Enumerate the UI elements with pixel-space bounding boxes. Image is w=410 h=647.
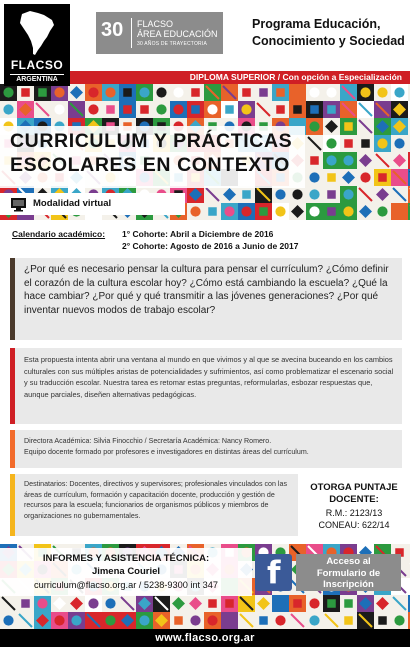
anniversary-number: 30: [101, 19, 124, 41]
mosaic-pattern: [242, 190, 251, 199]
mosaic-pattern: [293, 105, 302, 114]
mosaic-pattern: [309, 87, 319, 97]
score-rm: R.M.: 2123/13: [325, 508, 383, 518]
mosaic-pattern: [54, 87, 64, 97]
direction-accent-bar: [10, 430, 15, 468]
score-title: [302, 482, 406, 506]
mosaic-pattern: [106, 105, 115, 114]
mosaic-pattern: [123, 88, 132, 97]
mosaic-pattern: [326, 87, 336, 97]
mosaic-pattern: [207, 104, 217, 114]
program-line2: Conocimiento y Sociedad: [252, 34, 405, 48]
mosaic-pattern: [173, 87, 183, 97]
course-title-line1: CURRICULUM Y PRÁCTICAS: [10, 130, 293, 152]
mosaic-pattern: [225, 599, 234, 608]
mosaic-pattern: [377, 87, 387, 97]
calendar-label: Calendario académico:: [12, 229, 106, 239]
mosaic-pattern: [309, 206, 319, 216]
website-link[interactable]: www.flacso.org.ar: [0, 629, 410, 647]
program-title: [252, 16, 405, 50]
questions-box: [10, 258, 402, 340]
mosaic-pattern: [259, 616, 268, 625]
mosaic-pattern: [327, 599, 336, 608]
direction-text: [24, 436, 398, 458]
mosaic-pattern: [344, 599, 353, 608]
mosaic-pattern: [344, 139, 353, 148]
mosaic-pattern: [242, 88, 251, 97]
calendar-cohort1: 1° Cohorte: Abril a Diciembre de 2016: [122, 229, 274, 239]
audience-accent-bar: [10, 474, 15, 536]
mosaic-pattern: [71, 615, 81, 625]
mosaic-pattern: [343, 206, 353, 216]
mosaic-pattern: [275, 615, 285, 625]
flacso-logo[interactable]: [4, 4, 70, 86]
score-title-line1: OTORGA PUNTAJE: [310, 482, 398, 493]
score-coneau: CONEAU: 622/14: [318, 520, 390, 530]
calendar-cohort2: 2° Cohorte: Agosto de 2016 a Junio de 2017: [122, 241, 299, 251]
contact-name: Jimena Couriel: [91, 566, 161, 577]
mosaic-pattern: [275, 206, 285, 216]
mosaic-pattern: [191, 88, 200, 97]
mosaic-pattern: [123, 105, 132, 114]
mosaic-pattern: [394, 138, 404, 148]
mosaic-pattern: [327, 190, 336, 199]
mosaic-pattern: [361, 139, 370, 148]
mosaic-pattern: [54, 104, 64, 114]
mosaic-pattern: [88, 104, 98, 114]
mosaic-pattern: [326, 155, 336, 165]
direction-line2: Equipo docente formado por profesores e investigadores en distintas áreas del currículum.: [24, 448, 309, 456]
mosaic-pattern: [309, 172, 319, 182]
mosaic-pattern: [275, 189, 285, 199]
anniversary-badge: [96, 12, 223, 54]
mosaic-pattern: [309, 189, 319, 199]
mosaic-pattern: [343, 155, 353, 165]
mosaic-pattern: [326, 138, 336, 148]
proposal-text: Esta propuesta intenta abrir una ventana al mundo en que vivimos y al que se avecina buceando en los cambios culturales con sus múltiples aristas de potencialidades y sufrimientos, así como problematizar el escenario social y su traducción escolar. Nuestra tarea es retomar estas preguntas, reformularlas, esbozar respuestas que, aunque parciales, diseñen alternativas pedagógicas.: [24, 355, 394, 400]
facebook-icon: f: [267, 555, 281, 591]
mosaic-pattern: [225, 105, 234, 114]
mosaic-pattern: [105, 87, 115, 97]
mosaic-pattern: [190, 206, 200, 216]
mosaic-pattern: [139, 615, 149, 625]
mosaic-pattern: [3, 87, 13, 97]
mosaic-pattern: [224, 206, 234, 216]
mosaic-pattern: [37, 598, 47, 608]
proposal-box: [10, 348, 402, 424]
proposal-accent-bar: [10, 348, 15, 424]
mosaic-pattern: [378, 173, 387, 182]
mosaic-pattern: [21, 599, 30, 608]
mosaic-pattern: [309, 598, 319, 608]
anniversary-line2: ÁREA EDUCACIÓN: [137, 29, 218, 39]
diploma-banner: DIPLOMA SUPERIOR / Con opción a Especialización: [70, 71, 410, 84]
anniversary-line3: 30 AÑOS DE TRAYECTORIA: [137, 41, 207, 47]
contact-details[interactable]: curriculum@flacso.org.ar / 5238-9300 int 347: [34, 580, 218, 590]
mosaic-pattern: [309, 615, 319, 625]
mosaic-pattern: [139, 87, 149, 97]
mosaic-pattern: [208, 207, 217, 216]
anniversary-line1: FLACSO: [137, 19, 174, 29]
score-title-line2: DOCENTE:: [329, 494, 379, 505]
mosaic-pattern: [105, 615, 115, 625]
mosaic-pattern: [259, 88, 268, 97]
form-button-line1: Acceso al: [326, 556, 371, 567]
mosaic-pattern: [344, 616, 353, 625]
direction-line1: Directora Académica: Silvia Finocchio / Secretaría Académica: Nancy Romero.: [24, 437, 272, 445]
mosaic-pattern: [173, 104, 183, 114]
mosaic-pattern: [88, 598, 98, 608]
mosaic-pattern: [208, 599, 217, 608]
questions-text: ¿Por qué es necesario pensar la cultura para pensar el currículum? ¿Cómo definir el corazón de la cultura escolar hoy? ¿Cómo está cambiando la escuela? ¿Qué la hace cambiar? ¿Por qué y qué transmitir a las jóvenes generaciones? ¿Por qué inventar nuevos modos de trabajo escolar?: [24, 264, 389, 316]
mosaic-pattern: [105, 598, 115, 608]
mosaic-pattern: [344, 122, 353, 131]
form-button-line3: Inscripción: [323, 579, 374, 590]
south-america-map-icon: [18, 10, 56, 56]
mosaic-pattern: [174, 616, 183, 625]
registration-form-button[interactable]: [296, 554, 401, 591]
mosaic-pattern: [378, 616, 387, 625]
logo-country: ARGENTINA: [10, 74, 64, 83]
mosaic-pattern: [327, 105, 336, 114]
mosaic-pattern: [3, 104, 13, 114]
audience-box: [10, 474, 298, 536]
modality-label: Modalidad virtual: [33, 198, 112, 209]
mosaic-pattern: [276, 88, 285, 97]
mosaic-pattern: [360, 87, 370, 97]
mosaic-pattern: [343, 189, 353, 199]
mosaic-pattern: [190, 615, 200, 625]
mosaic-pattern: [241, 104, 251, 114]
mosaic-pattern: [377, 206, 387, 216]
direction-box: [10, 430, 402, 468]
mosaic-pattern: [191, 105, 200, 114]
mosaic-pattern: [140, 105, 149, 114]
mosaic-pattern: [309, 121, 319, 131]
mosaic-pattern: [394, 206, 404, 216]
mosaic-pattern: [38, 88, 47, 97]
program-line1: Programa Educación,: [252, 17, 381, 31]
mosaic-pattern: [327, 207, 336, 216]
mosaic-pattern: [394, 615, 404, 625]
course-title-line2: ESCOLARES EN CONTEXTO: [10, 154, 290, 176]
mosaic-pattern: [241, 206, 251, 216]
mosaic-pattern: [310, 156, 319, 165]
logo-name: FLACSO: [10, 58, 64, 72]
mosaic-pattern: [259, 207, 268, 216]
mosaic-pattern: [54, 615, 64, 625]
mosaic-pattern: [275, 598, 285, 608]
mosaic-pattern: [207, 615, 217, 625]
mosaic-pattern: [394, 87, 404, 97]
mosaic-pattern: [310, 105, 319, 114]
mosaic-pattern: [156, 104, 166, 114]
anniversary-divider: [131, 18, 132, 48]
contact-title: INFORMES Y ASISTENCIA TÉCNICA:: [42, 553, 210, 564]
form-button-line2: Formulario de: [316, 567, 381, 579]
mosaic-pattern: [293, 599, 302, 608]
monitor-icon: [10, 197, 27, 212]
facebook-button[interactable]: [255, 554, 292, 591]
mosaic-pattern: [21, 88, 30, 97]
mosaic-pattern: [377, 138, 387, 148]
mosaic-pattern: [292, 189, 302, 199]
audience-text: Destinatarios: Docentes, directivos y supervisores; profesionales vinculados con las áreas de currículum, formación y capacitación docente, producción y gestión de recursos para la escuela; funcionarios de organismos públicos y miembros de organizaciones no gubernamentales.: [24, 480, 287, 520]
questions-accent-bar: [10, 258, 15, 340]
mosaic-pattern: [360, 172, 370, 182]
mosaic-pattern: [156, 87, 166, 97]
mosaic-pattern: [327, 173, 336, 182]
mosaic-pattern: [276, 105, 285, 114]
mosaic-pattern: [88, 87, 98, 97]
mosaic-pattern: [3, 615, 13, 625]
